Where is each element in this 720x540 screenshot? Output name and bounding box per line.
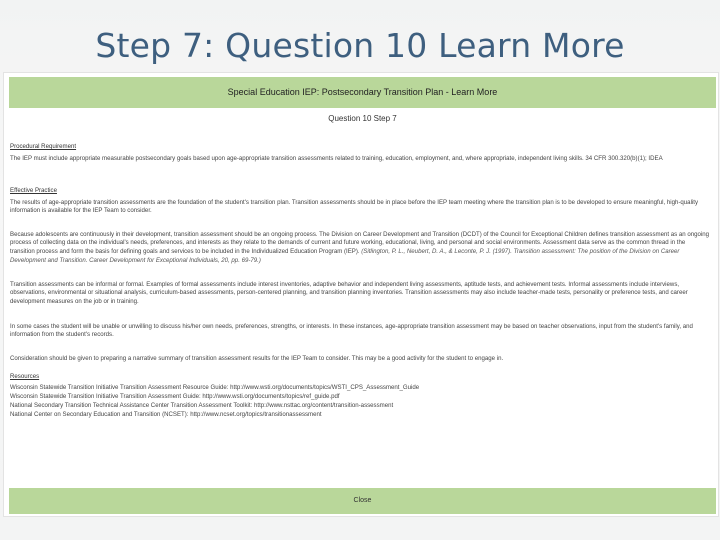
document-subheading: Question 10 Step 7 [328, 114, 397, 123]
resources-heading: Resources [10, 372, 40, 380]
effective-paragraph-2-text: Because adolescents are continuously in their development, transition assessment should be an ongoing process. The Division on Career Development and Transition (DCDT) of the Council for Exceptional Children defines transition assessment as an ongoing process of collecting data on the individual's needs, preferences, and interests as they relate to the demands of current and future working, educational, living, and personal and social environments. Assessment data serve as the common thread in the transition process and form the basis for defining goals and services to be included in the Individualized Education Program (IEP). [10, 230, 710, 256]
resource-link[interactable]: Wisconsin Statewide Transition Initiative Transition Assessment Guide: http://www.wsti.org/documents/topics/ref_guide.pdf [10, 393, 340, 401]
procedural-heading: Procedural Requirement [10, 143, 77, 150]
document-body [10, 143, 710, 420]
resource-link[interactable]: National Secondary Transition Technical Assistance Center Transition Assessment Toolkit: http://www.nsttac.org/content/transition-assessment [10, 401, 394, 409]
effective-practice-heading: Effective Practice [10, 186, 57, 194]
slide-title: Step 7: Question 10 Learn More [95, 26, 625, 65]
learn-more-document [3, 72, 719, 517]
resource-link[interactable]: National Center on Secondary Education and Transition (NCSET): http://www.ncset.org/topics/transitionassessment [10, 410, 322, 418]
effective-paragraph-3: Transition assessments can be informal or formal. Examples of formal assessments include interest inventories, adaptive behavior and independent living assessments, aptitude tests, and achievement tests. Informal assessments include interviews, observations, environmental or situational analysis, curriculum-based assessments, person-centered planning, and transition planning inventories. Transition assessments may also include teacher-made tests, personality or preference tests, and career development measures on the job or in training. [10, 280, 688, 306]
effective-paragraph-1: The results of age-appropriate transition assessments are the foundation of the student's transition plan. Transition assessments should be in place before the IEP team meeting where the transition plan is to be developed to ensure meaningful, high-quality information is available for the IEP Team to consider. [10, 198, 699, 215]
effective-paragraph-2 [10, 231, 710, 275]
procedural-text: The IEP must include appropriate measurable postsecondary goals based upon age-appropriate transition assessments related to training, education, employment, and, where appropriate, independent living skills. 34 CFR 300.320(b)(1); IDEA [10, 154, 663, 162]
close-button[interactable]: Close [353, 497, 372, 504]
effective-paragraph-4: In some cases the student will be unable or unwilling to discuss his/her own needs, preferences, strengths, or interests. In these instances, age-appropriate transition assessment may be based on teacher observations, input from the student's family, and information from the student's records. [10, 322, 693, 339]
citation: (Sitlington, P. L., Neubert, D. A., & Leconte, P. J. (1997). Transition assessment: The position of the Division on Career Development and Transition. Career Development for Exceptional Individuals, 20, pp. 69-79.) [10, 248, 680, 264]
effective-paragraph-5: Consideration should be given to preparing a narrative summary of transition assessment results for the IEP Team to consider. This may be a good activity for the student to engage in. [10, 354, 504, 362]
document-heading: Special Education IEP: Postsecondary Transition Plan - Learn More [227, 87, 498, 97]
resource-link[interactable]: Wisconsin Statewide Transition Initiative Transition Assessment Resource Guide: http://www.wsti.org/documents/topics/WSTI_CPS_Assessment_Guide [10, 384, 420, 392]
